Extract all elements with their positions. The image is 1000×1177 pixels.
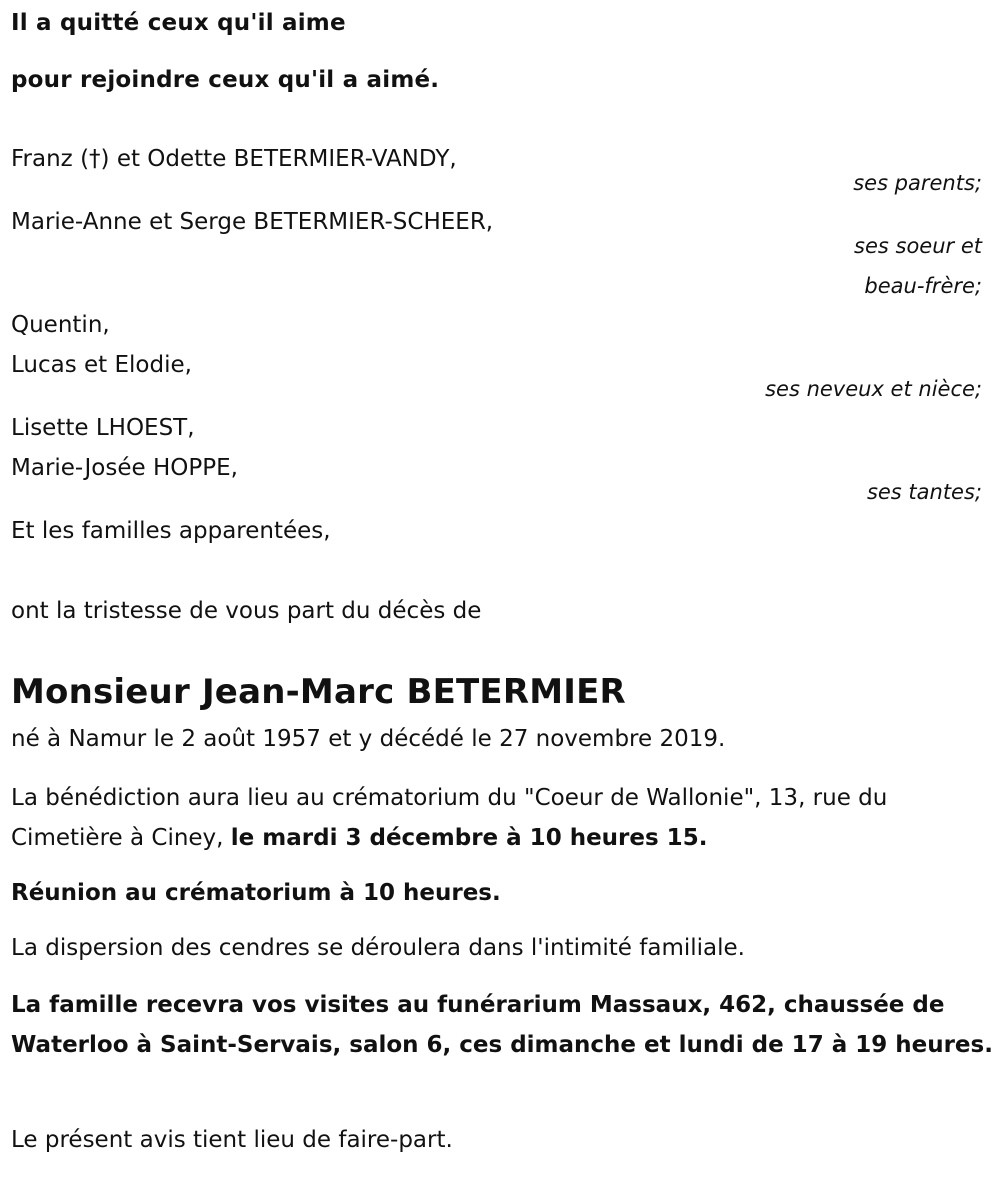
related-families: Et les familles apparentées, — [11, 518, 331, 544]
sister-relation-line-2: beau-frère; — [864, 274, 982, 298]
nephew-name-2: Lucas et Elodie, — [11, 352, 192, 378]
deceased-dates: né à Namur le 2 août 1957 et y décédé le 27 novembre 2019. — [11, 726, 726, 752]
announcement-text: ont la tristesse de vous part du décès de — [11, 598, 482, 624]
sister-relation-line-1: ses soeur et — [854, 234, 982, 258]
visits-paragraph — [11, 985, 996, 1065]
sister-name: Marie-Anne et Serge BETERMIER-SCHEER, — [11, 209, 494, 235]
deceased-name: Monsieur Jean-Marc BETERMIER — [11, 672, 626, 712]
epigraph-line-1: Il a quitté ceux qu'il aime — [11, 10, 346, 36]
parents-relation: ses parents; — [853, 171, 982, 195]
parents-name: Franz (†) et Odette BETERMIER-VANDY, — [11, 146, 457, 172]
ashes-paragraph: La dispersion des cendres se déroulera dans l'intimité familiale. — [11, 935, 745, 961]
ceremony-time: le mardi 3 décembre à 10 heures 15. — [230, 825, 708, 851]
meeting-text: Réunion au crématorium à 10 heures. — [11, 880, 501, 906]
closing-paragraph: Le présent avis tient lieu de faire-part. — [11, 1127, 453, 1153]
meeting-paragraph — [11, 873, 996, 913]
nephews-relation: ses neveux et nièce; — [765, 377, 982, 401]
nephew-name-1: Quentin, — [11, 312, 110, 338]
aunt-name-1: Lisette LHOEST, — [11, 415, 195, 441]
epigraph-line-2: pour rejoindre ceux qu'il a aimé. — [11, 67, 440, 93]
aunts-relation: ses tantes; — [866, 480, 982, 504]
ceremony-text: La bénédiction aura lieu au crématorium du "Coeur de Wallonie", 13, rue du Cimetière à Ciney, — [11, 785, 888, 851]
ceremony-paragraph — [11, 778, 996, 858]
visits-text: La famille recevra vos visites au funérarium Massaux, 462, chaussée de Waterloo à Saint-Servais, salon 6, ces dimanche et lundi de 17 à 19 heures. — [11, 992, 993, 1058]
aunt-name-2: Marie-Josée HOPPE, — [11, 455, 238, 481]
